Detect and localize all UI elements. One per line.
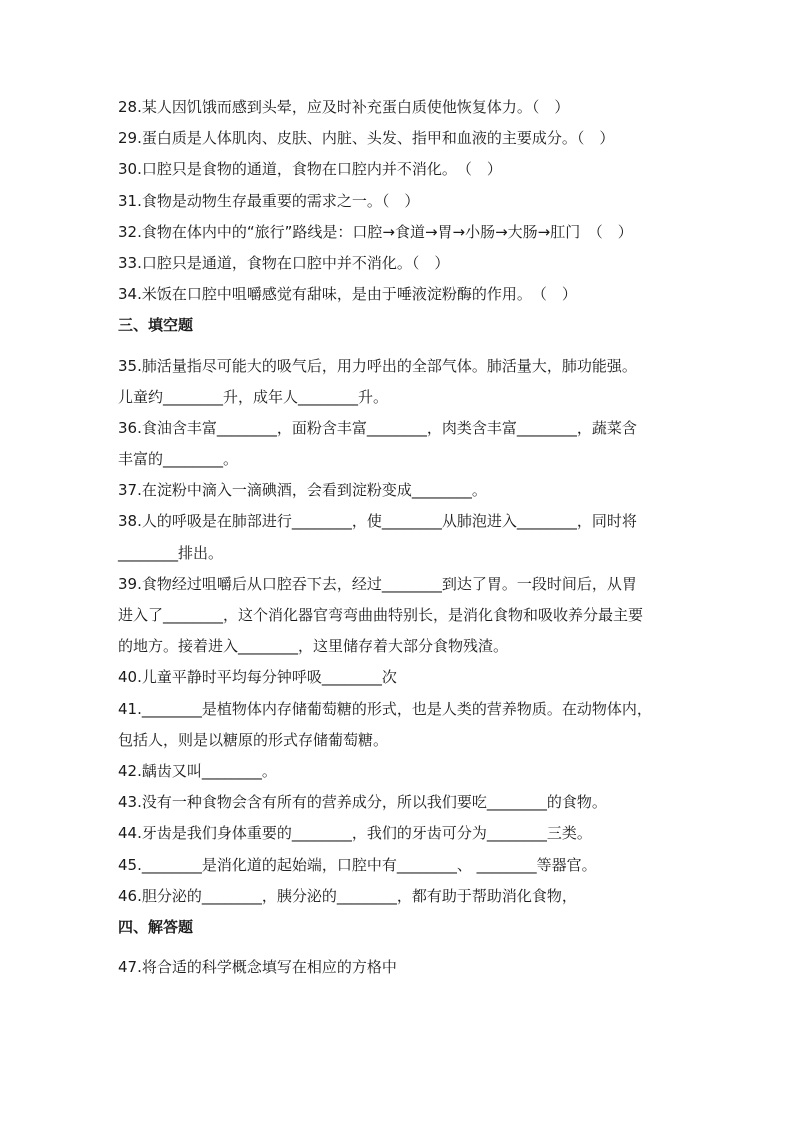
section-heading-fill-in: 三、填空题	[118, 316, 194, 335]
question-47: 47.将合适的科学概念填写在相应的方格中	[118, 958, 397, 977]
question-35-line-2: 儿童约________升，成年人________升。	[118, 387, 389, 406]
question-40: 40.儿童平静时平均每分钟呼吸________次	[118, 668, 397, 687]
question-41-line-1: 41.________是植物体内存储葡萄糖的形式，也是人类的营养物质。在动物体内，	[118, 699, 652, 718]
question-35-line-1: 35.肺活量指尽可能大的吸气后，用力呼出的全部气体。肺活量大，肺功能强。	[118, 356, 637, 375]
question-34: 34.米饭在口腔中咀嚼感觉有甜味，是由于唾液淀粉酶的作用。 （ ）	[118, 285, 577, 304]
question-30: 30.口腔只是食物的通道，食物在口腔内并不消化。 （ ）	[118, 160, 502, 179]
question-32: 32.食物在体内中的“旅行”路线是：口腔→食道→胃→小肠→大肠→肛门 （ ）	[118, 222, 633, 241]
question-39-line-3: 的地方。接着进入________，这里储存着大部分食物残渣。	[118, 637, 509, 656]
question-33: 33.口腔只是通道，食物在口腔中并不消化。（ ）	[118, 253, 450, 272]
question-39-line-1: 39.食物经过咀嚼后从口腔吞下去，经过________到达了胃。一段时间后，从胃	[118, 574, 637, 593]
fill-in-questions	[118, 351, 678, 912]
section-heading-answer: 四、解答题	[118, 917, 194, 936]
question-38-line-1: 38.人的呼吸是在肺部进行________，使________从肺泡进入________，同时将	[118, 512, 637, 531]
question-31: 31.食物是动物生存最重要的需求之一。（ ）	[118, 191, 420, 210]
question-39-line-2: 进入了________，这个消化器官弯弯曲曲特别长，是消化食物和吸收养分最主要	[118, 606, 644, 624]
question-28: 28.某人因饥饿而感到头晕，应及时补充蛋白质使他恢复体力。（ ）	[118, 98, 570, 116]
question-29: 29.蛋白质是人体肌肉、皮肤、内脏、头发、指甲和血液的主要成分。（ ）	[118, 129, 615, 148]
question-37: 37.在淀粉中滴入一滴碘酒，会看到淀粉变成________。	[118, 481, 487, 500]
judgement-questions	[118, 92, 678, 310]
question-38-line-2: ________排出。	[118, 543, 224, 562]
question-42: 42.龋齿又叫________。	[118, 761, 277, 780]
question-44: 44.牙齿是我们身体重要的________，我们的牙齿可分为________三类。	[118, 824, 592, 843]
question-46: 46.胆分泌的________，胰分泌的________，都有助于帮助消化食物，	[118, 886, 577, 905]
answer-questions	[118, 952, 678, 983]
question-43: 43.没有一种食物会含有所有的营养成分，所以我们要吃________的食物。	[118, 793, 607, 812]
question-41-line-2: 包括人，则是以糖原的形式存储葡萄糖。	[118, 730, 389, 749]
question-45: 45.________是消化道的起始端，口腔中有________、 ________等器官。	[118, 855, 597, 874]
question-36-line-1: 36.食油含丰富________，面粉含丰富________，肉类含丰富________，蔬菜含	[118, 418, 637, 437]
document-page	[118, 92, 678, 983]
question-36-line-2: 丰富的________。	[118, 450, 239, 469]
